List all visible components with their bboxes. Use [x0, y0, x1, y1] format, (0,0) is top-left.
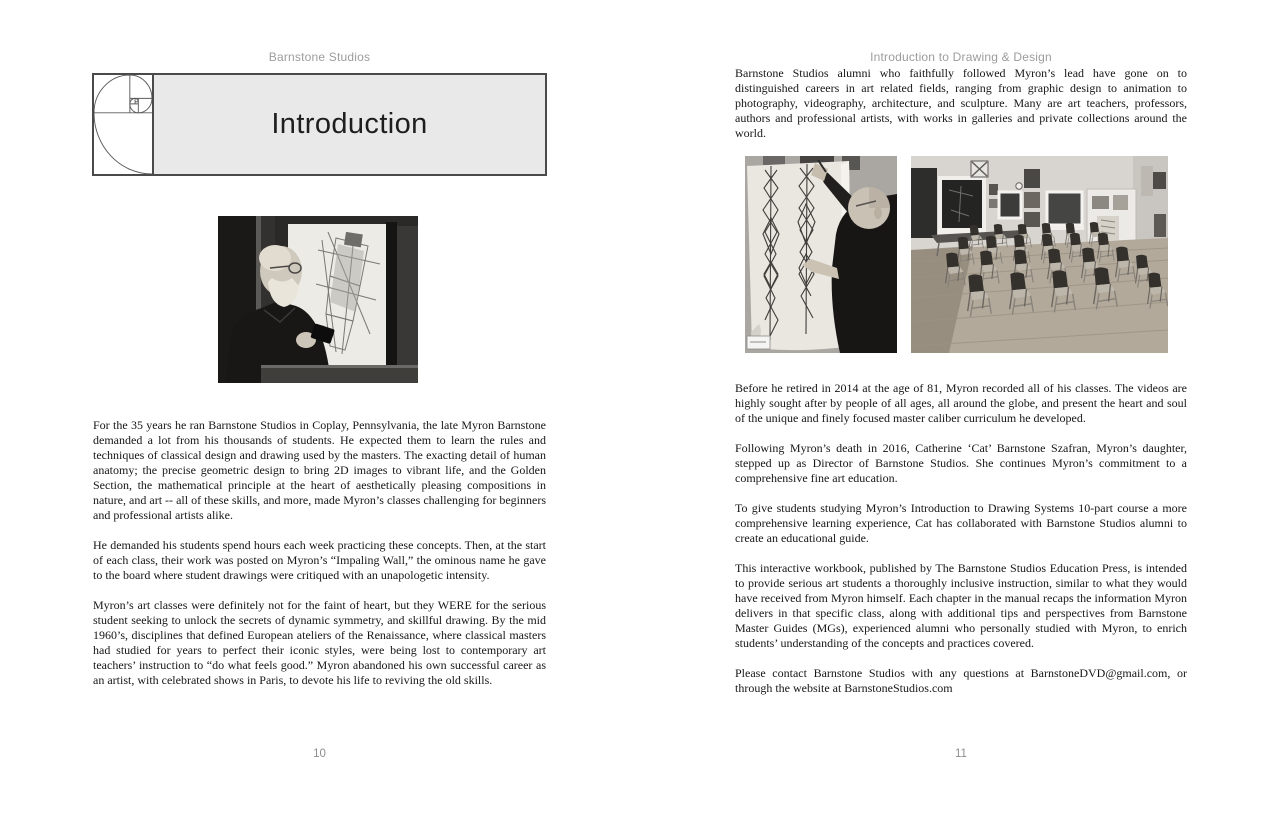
chapter-banner: [92, 73, 547, 176]
ceiling-fan: [971, 161, 988, 177]
right-lead-text: [735, 66, 1187, 156]
paragraph: For the 35 years he ran Barnstone Studios in Coplay, Pennsylvania, the late Myron Barnstone demanded a lot from his thousands of students. He expected them to learn the rules and techniques of classical design and drawing used by the masters. The exacting detail of human anatomy; the precise geometric design to bring 2D images to vibrant life, and the Golden Section, the mathematical principle at the heart of aesthetically pleasing compositions in nature, and art -- all of these skills, and more, made Myron’s classes challenging for beginners and professional artists alike.: [93, 418, 546, 522]
paragraph: To give students studying Myron’s Introduction to Drawing Systems 10-part course a more comprehensive learning experience, Cat has collaborated with Barnstone Studios alumni to create an educational guide.: [735, 501, 1187, 545]
page-right: [734, 0, 1188, 825]
photo-myron-lecturing: [218, 216, 418, 383]
paragraph: Please contact Barnstone Studios with any questions at BarnstoneDVD@gmail.com, or through the website at BarnstoneStudios.com: [735, 666, 1187, 695]
right-body-text: [735, 381, 1187, 711]
paragraph: He demanded his students spend hours each week practicing these concepts. Then, at the start of each class, their work was posted on Myron’s “Impaling Wall,” the ominous name he gave to the board where student drawings were critiqued with an unapologetic intensity.: [93, 538, 546, 582]
paragraph: Barnstone Studios alumni who faithfully followed Myron’s lead have gone on to distinguished careers in art related fields, ranging from graphic design to animation to photography, videography, architecture, and sculpture. Many are art teachers, professors, authors and professional artists, with works in galleries and private collections around the world.: [735, 66, 1187, 140]
photo-classroom: [911, 156, 1168, 353]
paragraph: This interactive workbook, published by The Barnstone Studios Education Press, is intended to provide serious art students a thoroughly inclusive instruction, similar to what they would have received from Myron himself. Each chapter in the manual recaps the information Myron delivers in that specific class, along with additional tips and perspectives from Barnstone Master Guides (MGs), experienced alumni who personally studied with Myron, to enrich students’ understanding of the concepts and practices covered.: [735, 561, 1187, 650]
running-header-left: Barnstone Studios: [268, 50, 371, 64]
paragraph: Before he retired in 2014 at the age of 81, Myron recorded all of his classes. The videos are highly sought after by people of all ages, all around the globe, and present the heart and soul of the unique and finely focused master caliber curriculum he developed.: [735, 381, 1187, 425]
running-header-right: Introduction to Drawing & Design: [870, 50, 1052, 64]
paragraph: Myron’s art classes were definitely not for the faint of heart, but they WERE for the serious student seeking to unlock the secrets of dynamic symmetry, and skillful drawing. By the mid 1960’s, disciplines that defined European ateliers of the Renaissance, where classical masters had studied for years to perfect their iconic styles, were being lost to contemporary art teachers’ instruction to “do what feels good.” Myron abandoned his own successful career as an artist, with celebrated shows in Paris, to devote his life to reviving the old skills.: [93, 598, 546, 687]
photo-myron-pinning-drawings: [745, 156, 897, 353]
left-body-text: [93, 418, 546, 703]
golden-spiral-icon: [94, 75, 154, 174]
paragraph: Following Myron’s death in 2016, Catherine ‘Cat’ Barnstone Szafran, Myron’s daughter, stepped up as Director of Barnstone Studios. She continues Myron’s commitment to a comprehensive fine art education.: [735, 441, 1187, 485]
page-number-left: 10: [313, 748, 326, 760]
page-number-right: 11: [955, 748, 967, 760]
chapter-title: Introduction: [271, 108, 428, 140]
page-left: [92, 0, 547, 825]
